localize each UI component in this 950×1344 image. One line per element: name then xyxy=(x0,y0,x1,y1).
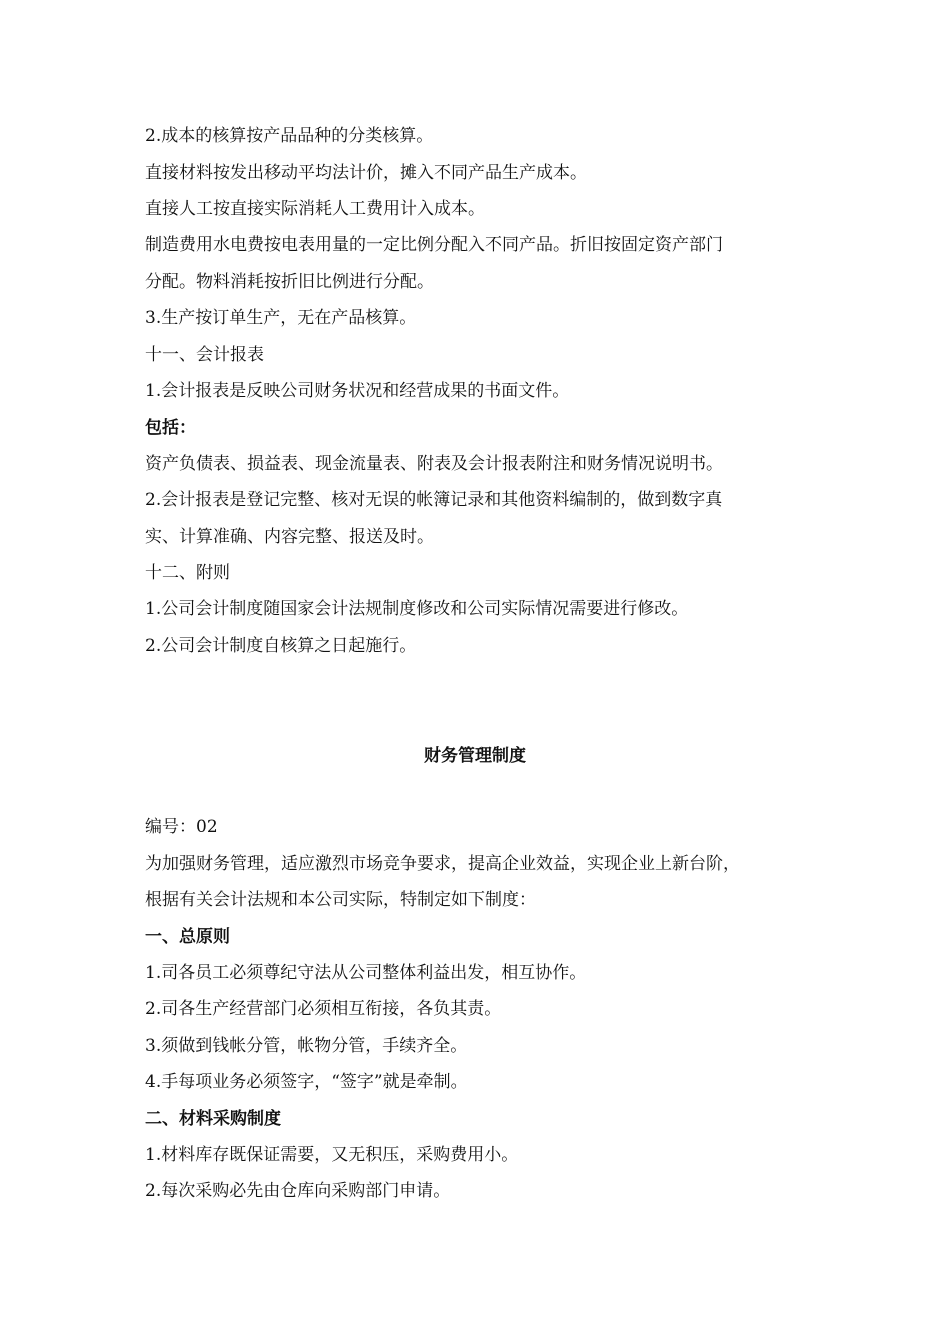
paragraph-line: 1.司各员工必须尊纪守法从公司整体利益出发，相互协作。 xyxy=(145,963,587,983)
paragraph-line: 3.生产按订单生产，无在产品核算。 xyxy=(145,308,417,328)
paragraph-line: 分配。物料消耗按折旧比例进行分配。 xyxy=(145,272,434,292)
paragraph-line: 3.须做到钱帐分管，帐物分管，手续齐全。 xyxy=(145,1036,468,1056)
paragraph-line: 实、计算准确、内容完整、报送及时。 xyxy=(145,527,434,547)
paragraph-line: 4.手每项业务必须签字，“签字”就是牵制。 xyxy=(145,1072,468,1092)
paragraph-line: 直接材料按发出移动平均法计价，摊入不同产品生产成本。 xyxy=(145,163,587,183)
paragraph-line: 2.会计报表是登记完整、核对无误的帐簿记录和其他资料编制的，做到数字真 xyxy=(145,490,723,510)
paragraph-line: 直接人工按直接实际消耗人工费用计入成本。 xyxy=(145,199,485,219)
section-heading: 二、材料采购制度 xyxy=(145,1109,281,1129)
section-heading: 十一、会计报表 xyxy=(145,345,264,365)
paragraph-line: 制造费用水电费按电表用量的一定比例分配入不同产品。折旧按固定资产部门 xyxy=(145,235,723,255)
section-heading: 一、总原则 xyxy=(145,927,230,947)
section-heading: 十二、附则 xyxy=(145,563,230,583)
bold-label: 包括： xyxy=(145,418,196,438)
paragraph-line: 1.会计报表是反映公司财务状况和经营成果的书面文件。 xyxy=(145,381,570,401)
paragraph-line: 根据有关会计法规和本公司实际，特制定如下制度： xyxy=(145,890,536,910)
paragraph-line: 2.公司会计制度自核算之日起施行。 xyxy=(145,636,417,656)
paragraph-line: 2.司各生产经营部门必须相互衔接，各负其责。 xyxy=(145,999,502,1019)
paragraph-line: 1.材料库存既保证需要，又无积压，采购费用小。 xyxy=(145,1145,519,1165)
paragraph-line: 2.每次采购必先由仓库向采购部门申请。 xyxy=(145,1181,451,1201)
document-title: 财务管理制度 xyxy=(424,746,526,766)
paragraph-line: 2.成本的核算按产品品种的分类核算。 xyxy=(145,126,434,146)
paragraph-line: 为加强财务管理，适应激烈市场竞争要求，提高企业效益，实现企业上新台阶， xyxy=(145,854,740,874)
paragraph-line: 1.公司会计制度随国家会计法规制度修改和公司实际情况需要进行修改。 xyxy=(145,599,689,619)
document-number: 编号：02 xyxy=(145,817,218,837)
paragraph-line: 资产负债表、损益表、现金流量表、附表及会计报表附注和财务情况说明书。 xyxy=(145,454,723,474)
